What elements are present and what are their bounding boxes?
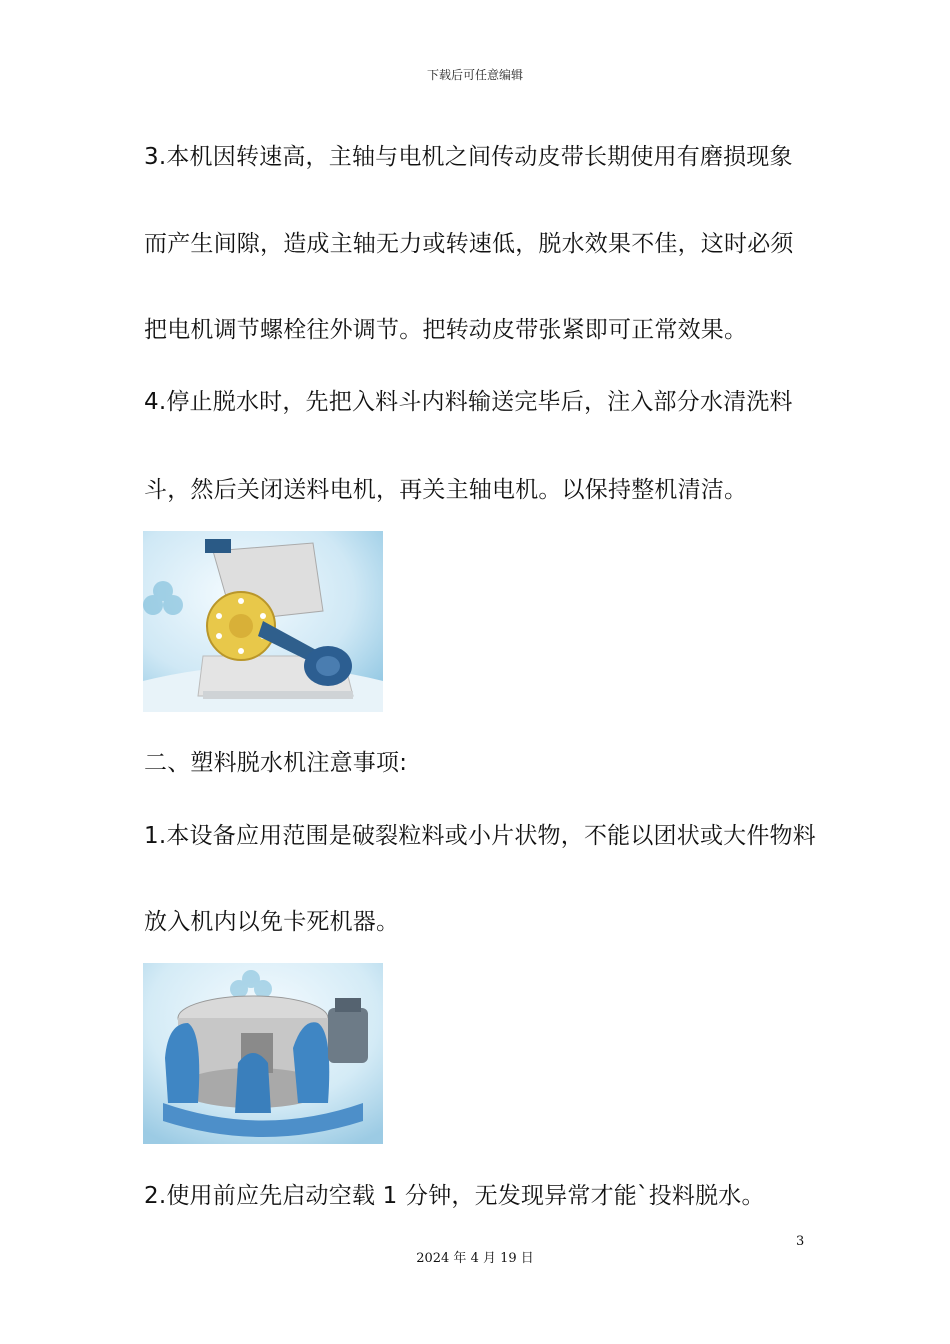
body-line: 1.本设备应用范围是破裂粒料或小片状物，不能以团状或大件物料 [144, 823, 816, 849]
page-header: 下载后可任意编辑 [426, 68, 523, 82]
crusher-machine-photo [143, 531, 383, 712]
body-line: 斗，然后关闭送料电机，再关主轴电机。以保持整机清洁。 [144, 477, 748, 503]
dewatering-centrifuge-photo [143, 963, 383, 1144]
section-heading: 二、塑料脱水机注意事项: [144, 750, 408, 776]
body-line: 把电机调节螺栓往外调节。把转动皮带张紧即可正常效果。 [144, 317, 748, 343]
body-line: 2.使用前应先启动空载 1 分钟，无发现异常才能`投料脱水。 [144, 1183, 765, 1209]
body-line: 而产生间隙，造成主轴无力或转速低，脱水效果不佳，这时必须 [144, 231, 794, 257]
page-number: 3 [796, 1234, 805, 1249]
body-line: 4.停止脱水时，先把入料斗内料输送完毕后，注入部分水清洗料 [144, 389, 793, 415]
body-line: 3.本机因转速高，主轴与电机之间传动皮带长期使用有磨损现象 [144, 144, 793, 170]
footer-date: 2024 年 4 月 19 日 [416, 1251, 534, 1266]
body-line: 放入机内以免卡死机器。 [144, 909, 400, 935]
